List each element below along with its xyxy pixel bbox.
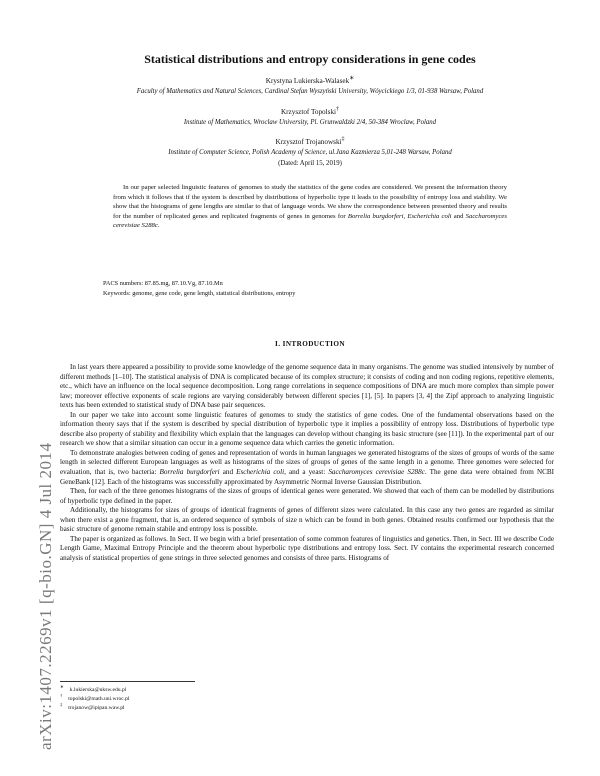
author-mark: ∗ xyxy=(349,75,355,82)
organism-2: Escherichia coli xyxy=(407,212,452,220)
author-name: Krystyna Lukierska-Walasek xyxy=(265,77,350,85)
organism-3: Saccharomyces cerevisiae S288c xyxy=(328,468,425,477)
organism-1: Borrelia burgdorferi xyxy=(159,468,220,477)
abstract-text: In our paper selected linguistic features of genomes to study the statistics of the gene codes are considered. We present the information theory from which it follows that if the system is described by distributions of hyperbolic type it leads to the possibility of entropy loss and stability. We show that the histograms of gene lengths are similar to that of language words. We show the correspondence between presented theory and results for the number of replicated genes and replicated fragments of genes in genomes for xyxy=(113,184,507,220)
organism-3: Saccharomyces cerevisiae S288c xyxy=(113,212,507,230)
paragraph: The paper is organized as follows. In Sect. II we begin with a brief presentation of some common features of linguistics and genetics. Then, in Sect. III we describe Code Length Game, Maximal Entropy Principle and the theorem about hyperbolic type distributions and entropy loss. Sect. IV contains the experimental research concerned analysis of statistical properties of gene strings in three selected genomes and consists of three parts. Histograms of xyxy=(60,534,554,562)
footnote-rule xyxy=(60,681,195,682)
footnotes xyxy=(60,686,130,713)
body-text xyxy=(60,363,554,563)
organism-2: Escherichia coli xyxy=(236,468,285,477)
paragraph-text: To demonstrate analogies between coding of genes and representation of words in human languages we generated histograms of the sizes of groups of words of the same length in selected different European languages as well as histograms of the sizes of groups of genes of the same length in a genome. Three genomes were selected for evaluation, that is, two bacteria: xyxy=(60,448,554,477)
author-name: Krzysztof Topolski xyxy=(280,108,337,116)
author-mark: ‡ xyxy=(341,136,345,143)
pacs-numbers: PACS numbers: 87.85.mg, 87.10.Vg, 87.10.Mn xyxy=(103,280,223,287)
affiliation-1: Faculty of Mathematics and Natural Sciences, Cardinal Stefan Wyszyński University, Wóycickiego 1/3, 01-938 Warsaw, Poland xyxy=(136,88,484,95)
author-1 xyxy=(60,77,560,85)
affiliation-2: Institute of Mathematics, Wroclaw University, Pl. Grunwaldzki 2/4, 50-384 Wroclaw, Poland xyxy=(183,119,437,126)
footnote-mark: † xyxy=(60,693,63,699)
section-heading: I. INTRODUCTION xyxy=(275,340,345,348)
affiliation-3: Institute of Computer Science, Polish Academy of Science, ul.Jana Kazmierza 5,01-248 Warsaw, Poland xyxy=(168,149,452,156)
paragraph xyxy=(60,449,554,487)
arxiv-stamp xyxy=(0,160,55,750)
paper-title: Statistical distributions and entropy considerations in gene codes xyxy=(144,52,476,66)
organism-1: Borrelia burgdorferi xyxy=(347,212,404,220)
footnote-email: k.lukierska@uksw.edu.pl xyxy=(69,687,127,693)
arxiv-identifier: arXiv:1407.2269v1 [q-bio.GN] 4 Jul 2014 xyxy=(36,442,55,750)
author-name: Krzysztof Trojanowski xyxy=(275,138,342,146)
abstract xyxy=(113,183,507,231)
paragraph: In last years there appeared a possibility to provide some knowledge of the genome sequence data in many organisms. The genome was studied intensively by number of different methods [1–10]. The statistical analysis of DNA is complicated because of its complex structure; it consists of coding and non coding regions, repetitive elements, etc., which have an influence on the local sequence decomposition. Long range correlations in sequence compositions of DNA are much more complex than simple power law; moreover effective exponents of scale regions are varying considerably between different species [1], [5]. In papers [3, 4] the Zipf approach to analyzing linguistic texts has been extended to statistical study of DNA base pair sequences. xyxy=(60,363,554,410)
abstract-conjunction: and xyxy=(451,212,466,220)
footnote-mark: ∗ xyxy=(60,684,64,690)
footnote xyxy=(60,695,130,704)
footnote-mark: ‡ xyxy=(60,702,63,708)
paragraph: Additionally, the histograms for sizes of groups of identical fragments of genes of different sizes were calculated. In this case any two genes are regarded as similar when there exist a gene fragment, that is, an ordered sequence of symbols of size n which can be found in both genes. Obtained results confirmed our hypothesis that the basic structure of genome remain stabile and entropy loss is possible. xyxy=(60,506,554,534)
footnote xyxy=(60,704,130,713)
paragraph: Then, for each of the three genomes histograms of the sizes of groups of identical genes were generated. We showed that each of them can be modelled by distributions of hyperbolic type defined in the paper. xyxy=(60,487,554,505)
footnote-email: trojanow@ipipan.waw.pl xyxy=(68,705,125,711)
footnote-email: topolski@math.uni.wroc.pl xyxy=(68,696,130,702)
footnote xyxy=(60,686,130,695)
keywords: Keywords: genome, gene code, gene length, statistical distributions, entropy xyxy=(103,290,296,297)
paragraph-text: . The gene data were obtained from NCBI GeneBank [12]. Each of the histograms was successfully approximated by Asymmetric Normal Inverse Gaussian Distribution. xyxy=(60,468,555,486)
author-3 xyxy=(60,138,560,146)
paragraph-text: and xyxy=(219,468,237,477)
dated-line: (Dated: April 15, 2019) xyxy=(278,160,342,167)
paragraph: In our paper we take into account some linguistic features of genomes to study the statistics of gene codes. One of the fundamental observations based on the information theory says that if the system is described by special distribution of hyperbolic type it implies a possibility of entropy loss. Distributions of hyperbolic type describe also property of stability and flexibility which explain that the languages can develop without changing its basic structure (see [11]). In the experimental part of our research we show that a similar situation can occur in a genome sequence data which carries the genetic information. xyxy=(60,410,554,448)
author-mark: † xyxy=(336,106,340,113)
paragraph-text: , and a yeast: xyxy=(284,468,329,477)
author-2 xyxy=(60,108,560,116)
abstract-period: . xyxy=(157,222,160,230)
abstract-separator: , xyxy=(403,212,408,220)
